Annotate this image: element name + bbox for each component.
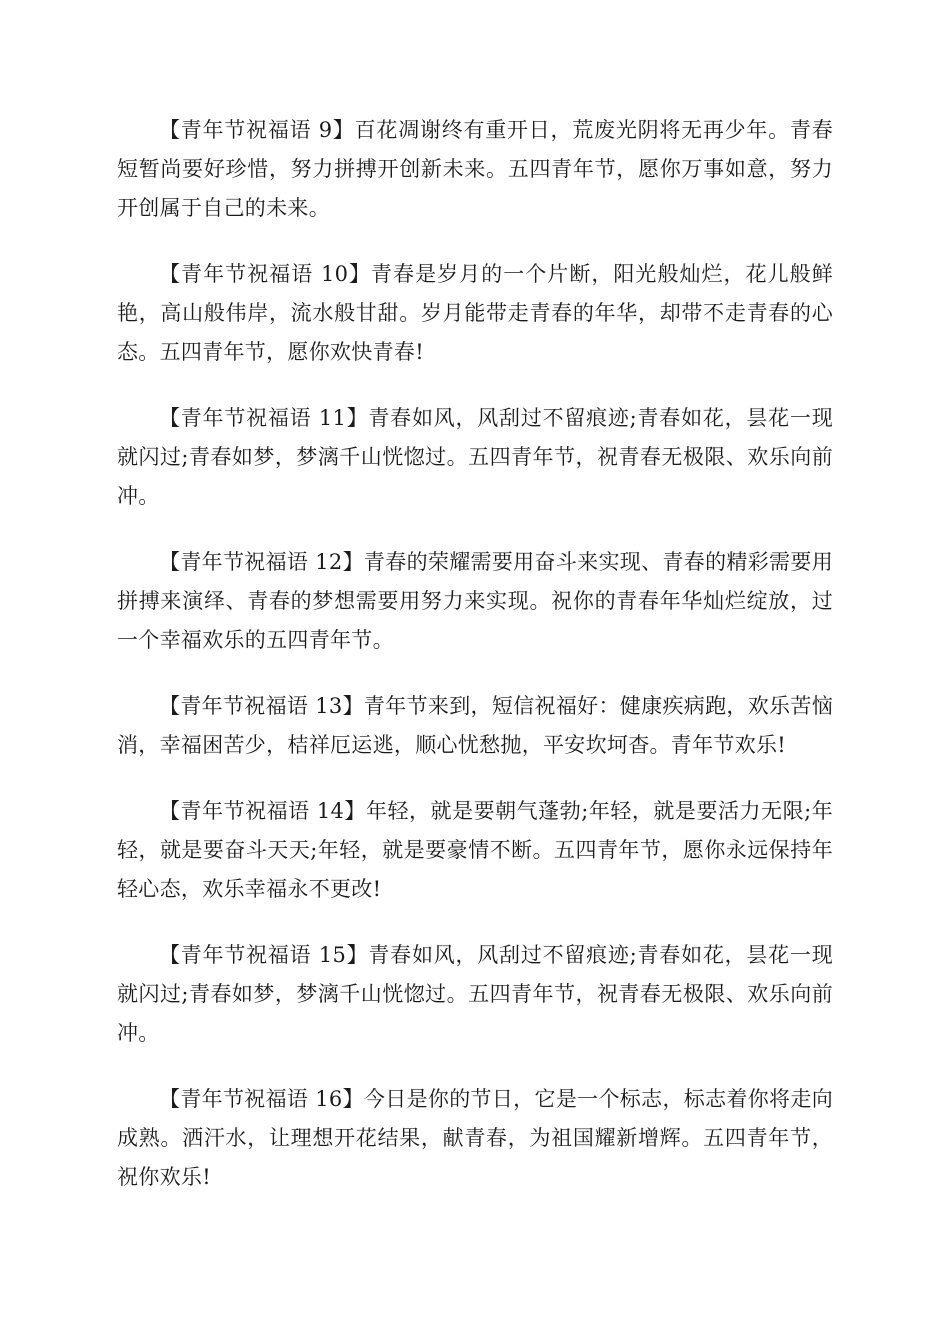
paragraph-greeting-9: 【青年节祝福语 9】百花凋谢终有重开日，荒废光阴将无再少年。青春短暂尚要好珍惜，努力拼搏开创新未来。五四青年节，愿你万事如意，努力开创属于自己的未来。 [117,118,833,220]
paragraph-greeting-11: 【青年节祝福语 11】青春如风，风刮过不留痕迹;青春如花，昙花一现就闪过;青春如梦，梦漓千山恍惚过。五四青年节，祝青春无极限、欢乐向前冲。 [117,406,833,508]
paragraph-greeting-12: 【青年节祝福语 12】青春的荣耀需要用奋斗来实现、青春的精彩需要用拼搏来演绎、青春的梦想需要用努力来实现。祝你的青春年华灿烂绽放，过一个幸福欢乐的五四青年节。 [117,550,833,652]
paragraph-greeting-13: 【青年节祝福语 13】青年节来到，短信祝福好：健康疾病跑，欢乐苦恼消，幸福困苦少，桔祥厄运逃，顺心忧愁抛，平安坎坷杳。青年节欢乐! [117,694,833,757]
document-body [117,111,833,1224]
paragraph-greeting-16: 【青年节祝福语 16】今日是你的节日，它是一个标志，标志着你将走向成熟。洒汗水，让理想开花结果，献青春，为祖国耀新增辉。五四青年节，祝你欢乐! [117,1087,833,1189]
paragraph-greeting-10: 【青年节祝福语 10】青春是岁月的一个片断，阳光般灿烂，花儿般鲜艳，高山般伟岸，流水般甘甜。岁月能带走青春的年华，却带不走青春的心态。五四青年节，愿你欢快青春! [117,262,833,364]
paragraph-greeting-15: 【青年节祝福语 15】青春如风，风刮过不留痕迹;青春如花，昙花一现就闪过;青春如梦，梦漓千山恍惚过。五四青年节，祝青春无极限、欢乐向前冲。 [117,943,833,1045]
paragraph-greeting-14: 【青年节祝福语 14】年轻，就是要朝气蓬勃;年轻，就是要活力无限;年轻，就是要奋斗天天;年轻，就是要豪情不断。五四青年节，愿你永远保持年轻心态，欢乐幸福永不更改! [117,799,833,901]
